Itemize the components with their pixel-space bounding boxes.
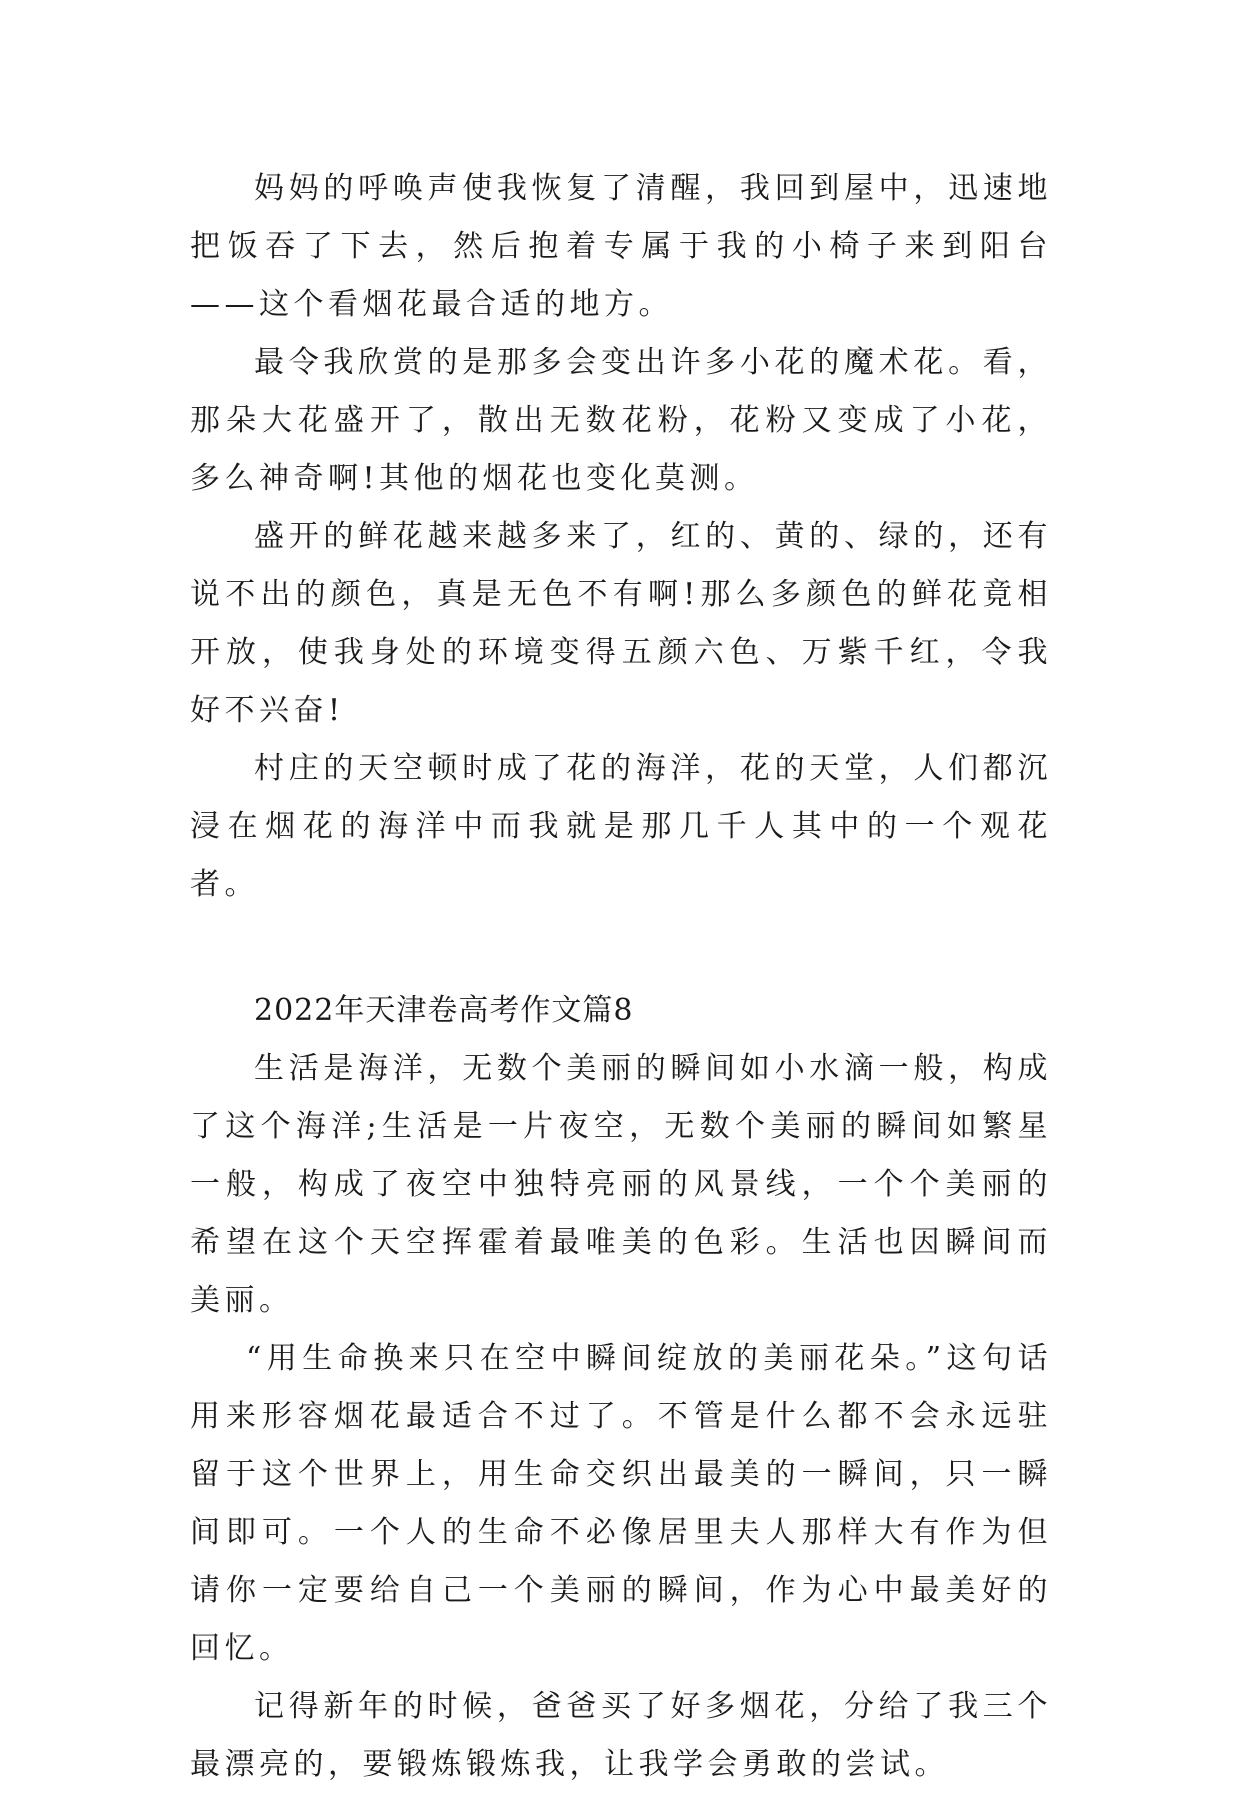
paragraph: 生活是海洋，无数个美丽的瞬间如小水滴一般，构成了这个海洋;生活是一片夜空，无数个美丽的瞬间如繁星一般，构成了夜空中独特亮丽的风景线，一个个美丽的希望在这个天空挥霍着最唯美的色彩。生活也因瞬间而美丽。 — [190, 1051, 1052, 1318]
paragraph: 记得新年的时候，爸爸买了好多烟花，分给了我三个最漂亮的，要锻炼锻炼我，让我学会勇敢的尝试。 — [190, 1689, 1052, 1782]
section-heading: 2022年天津卷高考作文篇8 — [254, 993, 634, 1028]
section-spacer — [190, 914, 1052, 982]
paragraph: “用生命换来只在空中瞬间绽放的美丽花朵。”这句话用来形容烟花最适合不过了。不管是什么都不会永远驻留于这个世界上，用生命交织出最美的一瞬间，只一瞬间即可。一个人的生命不必像居里夫人那样大有作为但请你一定要给自己一个美丽的瞬间，作为心中最美好的回忆。 — [190, 1341, 1052, 1666]
paragraph: 村庄的天空顿时成了花的海洋，花的天堂，人们都沉浸在烟花的海洋中而我就是那几千人其中的一个观花者。 — [190, 751, 1052, 902]
document-body — [190, 160, 1052, 1794]
paragraph: 盛开的鲜花越来越多来了，红的、黄的、绿的，还有说不出的颜色，真是无色不有啊!那么多颜色的鲜花竟相开放，使我身处的环境变得五颜六色、万紫千红，令我好不兴奋! — [190, 519, 1052, 728]
paragraph: 最令我欣赏的是那多会变出许多小花的魔术花。看，那朵大花盛开了，散出无数花粉，花粉又变成了小花，多么神奇啊!其他的烟花也变化莫测。 — [190, 345, 1052, 496]
paragraph: 妈妈的呼唤声使我恢复了清醒，我回到屋中，迅速地把饭吞了下去，然后抱着专属于我的小椅子来到阳台——这个看烟花最合适的地方。 — [190, 171, 1052, 322]
